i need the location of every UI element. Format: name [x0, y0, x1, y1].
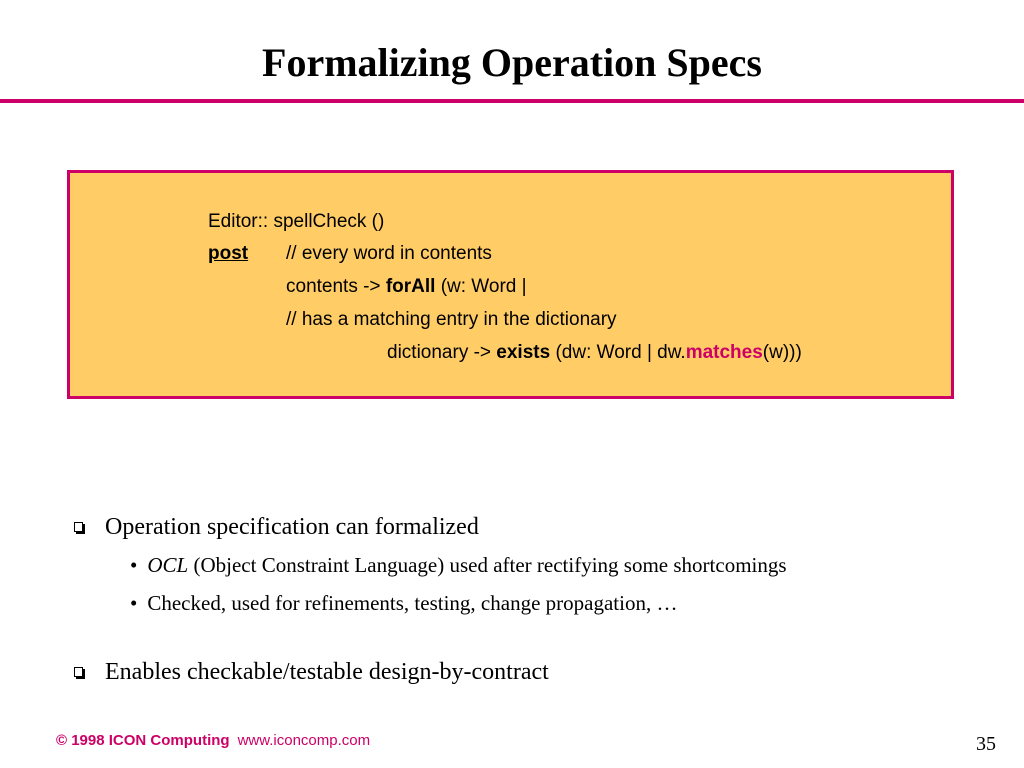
code-line-forall: [286, 275, 527, 299]
footer-url[interactable]: www.iconcomp.com: [237, 732, 371, 749]
bullet-text: Enables checkable/testable design-by-contract: [105, 659, 549, 685]
dot-bullet-icon: •: [130, 591, 138, 615]
square-bullet-icon: [74, 667, 83, 677]
dot-bullet-icon: •: [130, 553, 138, 577]
code-line-exists: [387, 341, 802, 365]
square-bullet-icon: [74, 522, 83, 532]
bullet-operation-spec: [74, 512, 479, 542]
ocl-italic: OCL: [147, 553, 189, 577]
copyright-text: © 1998 ICON Computing: [56, 732, 230, 749]
code-line-comment-dictionary: // has a matching entry in the dictionary: [286, 309, 617, 330]
title-divider: [0, 99, 1024, 103]
bullet-design-by-contract: [74, 657, 549, 687]
code-line-comment-contents: // every word in contents: [286, 243, 492, 264]
exists-pre: dictionary ->: [387, 342, 497, 363]
page-number: 35: [976, 733, 996, 755]
bullet-text: Operation specification can formalized: [105, 514, 479, 540]
forall-post: (w: Word |: [435, 276, 527, 297]
exists-post: (w))): [762, 342, 802, 363]
post-keyword: post: [208, 243, 249, 264]
sub-bullet-text: (Object Constraint Language) used after rectifying some shortcomings: [188, 553, 787, 577]
exists-mid: (dw: Word | dw.: [550, 342, 686, 363]
slide-title: Formalizing Operation Specs: [262, 40, 762, 85]
sub-bullet-ocl: [130, 552, 787, 578]
footer-credit: [56, 732, 370, 749]
forall-keyword: forAll: [385, 276, 436, 297]
matches-keyword: matches: [685, 342, 763, 363]
forall-pre: contents ->: [286, 276, 386, 297]
sub-bullet-text: Checked, used for refinements, testing, change propagation, …: [147, 591, 678, 615]
sub-bullet-checked: [130, 590, 677, 616]
code-box: [67, 170, 954, 399]
code-line-signature: Editor:: spellCheck (): [208, 211, 385, 232]
code-post-keyword: [208, 242, 248, 266]
exists-keyword: exists: [496, 342, 551, 363]
